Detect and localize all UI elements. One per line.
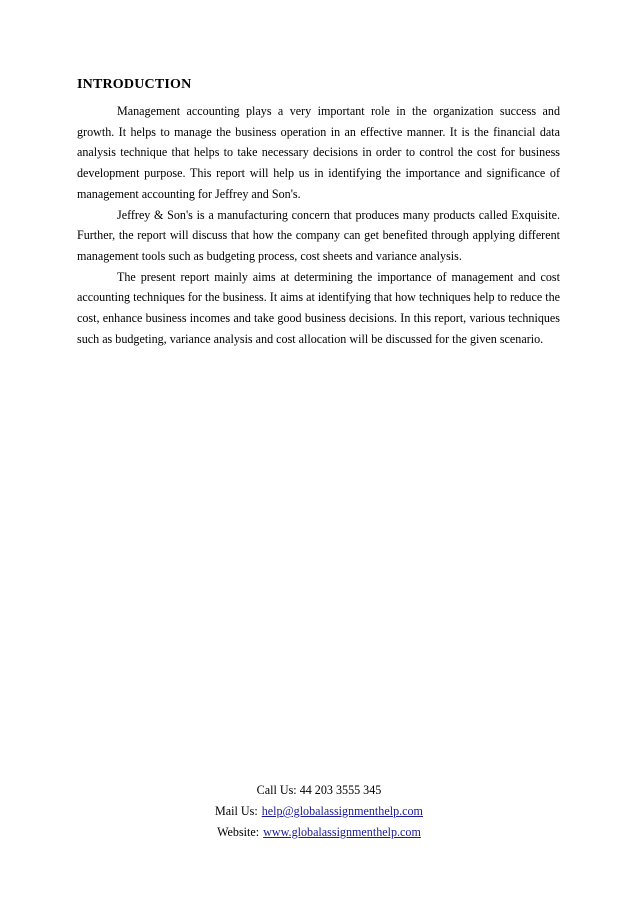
footer-call-line	[0, 780, 638, 801]
mail-label: Mail Us:	[215, 804, 258, 818]
body-text	[77, 101, 560, 349]
website-link[interactable]: www.globalassignmenthelp.com	[263, 825, 421, 839]
footer-mail-line	[0, 801, 638, 822]
call-label: Call Us:	[256, 783, 297, 797]
section-heading: INTRODUCTION	[77, 77, 192, 92]
call-number: 44 203 3555 345	[299, 783, 382, 797]
footer-contact	[0, 780, 638, 843]
paragraph-company: Jeffrey & Son's is a manufacturing concern that produces many products called Exquisite. Further, the report will discuss that how the company can get benefited through applying different management tools such as budgeting process, cost sheets and variance analysis.	[77, 207, 560, 263]
paragraph-aims: The present report mainly aims at determining the importance of management and cost accounting techniques for the business. It aims at identifying that how techniques help to reduce the cost, enhance business incomes and take good business decisions. In this report, various techniques such as budgeting, variance analysis and cost allocation will be discussed for the given scenario.	[77, 269, 560, 346]
mail-link[interactable]: help@globalassignmenthelp.com	[261, 804, 423, 818]
website-label: Website:	[217, 825, 260, 839]
paragraph-intro: Management accounting plays a very important role in the organization success and growth. It helps to manage the business operation in an effective manner. It is the financial data analysis technique that helps to take necessary decisions in order to control the cost for business development purpose. This report will help us in identifying the importance and significance of management accounting for Jeffrey and Son's.	[77, 104, 560, 201]
footer-website-line	[0, 822, 638, 843]
